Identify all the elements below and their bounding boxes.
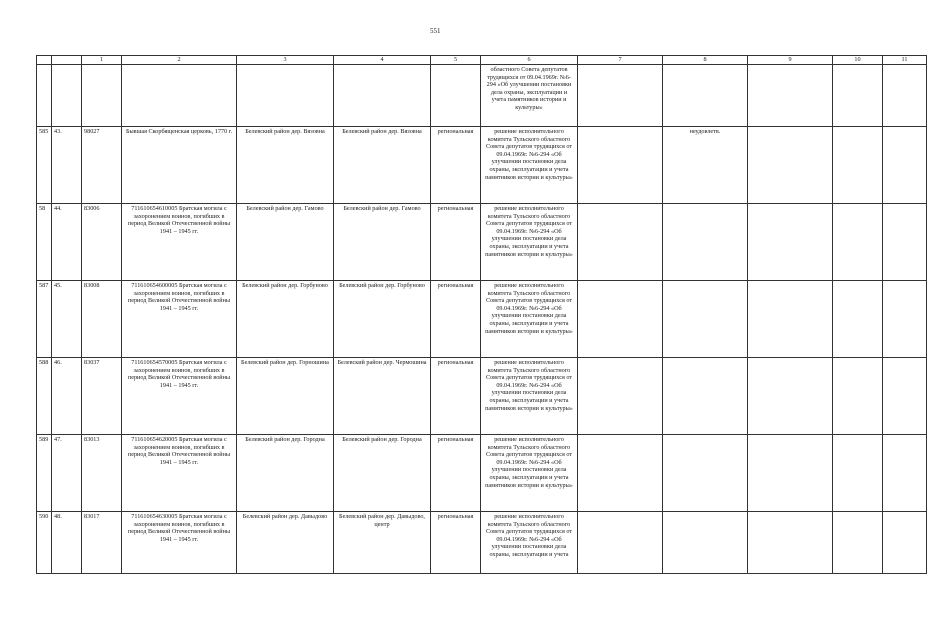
row-number-cell: [37, 65, 52, 127]
col-10-cell: [833, 281, 883, 358]
location-address-cell: [237, 65, 334, 127]
location-address-cell: Белевский район дер. Горношина: [237, 358, 334, 435]
location-actual-cell: Белевский район дер. Городна: [334, 435, 431, 512]
col-9-cell: [748, 65, 833, 127]
page-number: 551: [430, 27, 441, 35]
column-header: 9: [748, 56, 833, 65]
decree-cell: решение исполнительного комитета Тульского областного Совета депутатов трудящихся от 09.04.1969г. №6-294 «Об улучшении постановки дела охраны, эксплуатации и учета памятников истории и культуры»: [481, 435, 578, 512]
item-number-cell: 44.: [52, 204, 82, 281]
col-11-cell: [883, 512, 927, 574]
category-cell: региональная: [431, 512, 481, 574]
col-7-cell: [578, 127, 663, 204]
location-address-cell: Белевский район дер. Горбуново: [237, 281, 334, 358]
table-row: [37, 281, 927, 358]
col-10-cell: [833, 127, 883, 204]
object-name-cell: [122, 65, 237, 127]
decree-cell: решение исполнительного комитета Тульского областного Совета депутатов трудящихся от 09.04.1969г. №6-294 «Об улучшении постановки дела охраны, эксплуатации и учета памятников истории и культуры»: [481, 358, 578, 435]
col-10-cell: [833, 204, 883, 281]
col-11-cell: [883, 435, 927, 512]
column-header: 2: [122, 56, 237, 65]
col-9-cell: [748, 435, 833, 512]
row-number-cell: 588: [37, 358, 52, 435]
table-row: [37, 512, 927, 574]
location-actual-cell: Белевский район дер. Горбуново: [334, 281, 431, 358]
object-name-cell: 711610654600005 Братская могила с захоронением воинов, погибших в период Великой Отечественной войны 1941 – 1945 гг.: [122, 281, 237, 358]
col-11-cell: [883, 65, 927, 127]
col-7-cell: [578, 435, 663, 512]
row-number-cell: 590: [37, 512, 52, 574]
column-header: 4: [334, 56, 431, 65]
table-row: [37, 204, 927, 281]
condition-cell: неудовлетв.: [663, 127, 748, 204]
column-header: 5: [431, 56, 481, 65]
col-7-cell: [578, 204, 663, 281]
col-11-cell: [883, 358, 927, 435]
decree-cell: областного Совета депутатов трудящихся от 09.04.1969г. №6-294 «Об улучшении постановки дела охраны, эксплуатации и учета памятников истории и культуры»: [481, 65, 578, 127]
column-header: 8: [663, 56, 748, 65]
col-7-cell: [578, 358, 663, 435]
decree-cell: решение исполнительного комитета Тульского областного Совета депутатов трудящихся от 09.04.1969г. №6-294 «Об улучшении постановки дела охраны, эксплуатации и учета памятников истории и культуры»: [481, 127, 578, 204]
category-cell: региональная: [431, 127, 481, 204]
item-number-cell: 45.: [52, 281, 82, 358]
location-actual-cell: Белевский район дер. Давыдово, центр: [334, 512, 431, 574]
location-actual-cell: [334, 65, 431, 127]
column-header: 10: [833, 56, 883, 65]
col-9-cell: [748, 281, 833, 358]
location-actual-cell: Белевский район дер. Чермошина: [334, 358, 431, 435]
location-address-cell: Белевский район дер. Гамово: [237, 204, 334, 281]
object-code-cell: 83017: [82, 512, 122, 574]
col-10-cell: [833, 358, 883, 435]
item-number-cell: 48.: [52, 512, 82, 574]
location-actual-cell: Белевский район дер. Гамово: [334, 204, 431, 281]
object-name-cell: 711610654630005 Братская могила с захоронением воинов, погибших в период Великой Отечественной войны 1941 – 1945 гг.: [122, 512, 237, 574]
col-10-cell: [833, 65, 883, 127]
row-number-cell: 589: [37, 435, 52, 512]
col-10-cell: [833, 435, 883, 512]
condition-cell: [663, 65, 748, 127]
table-row: [37, 358, 927, 435]
item-number-cell: 43.: [52, 127, 82, 204]
col-11-cell: [883, 281, 927, 358]
col-7-cell: [578, 512, 663, 574]
condition-cell: [663, 204, 748, 281]
col-9-cell: [748, 512, 833, 574]
item-number-cell: 47.: [52, 435, 82, 512]
column-header: 6: [481, 56, 578, 65]
col-11-cell: [883, 127, 927, 204]
condition-cell: [663, 358, 748, 435]
column-header: 7: [578, 56, 663, 65]
object-code-cell: 98027: [82, 127, 122, 204]
col-9-cell: [748, 204, 833, 281]
item-number-cell: [52, 65, 82, 127]
row-number-cell: 587: [37, 281, 52, 358]
object-code-cell: [82, 65, 122, 127]
object-code-cell: 83013: [82, 435, 122, 512]
column-header: 3: [237, 56, 334, 65]
table-row: [37, 127, 927, 204]
decree-cell: решение исполнительного комитета Тульского областного Совета депутатов трудящихся от 09.04.1969г. №6-294 «Об улучшении постановки дела охраны, эксплуатации и учета памятников истории и культуры»: [481, 281, 578, 358]
object-name-cell: 711610654570005 Братская могила с захоронением воинов, погибших в период Великой Отечественной войны 1941 – 1945 гг.: [122, 358, 237, 435]
object-name-cell: Бывшая Скорбященская церковь, 1770 г.: [122, 127, 237, 204]
col-9-cell: [748, 127, 833, 204]
col-11-cell: [883, 204, 927, 281]
category-cell: региональная: [431, 358, 481, 435]
col-7-cell: [578, 65, 663, 127]
location-actual-cell: Белевский район дер. Вязовна: [334, 127, 431, 204]
monuments-table: [36, 55, 927, 574]
col-10-cell: [833, 512, 883, 574]
row-number-cell: 585: [37, 127, 52, 204]
object-code-cell: 83037: [82, 358, 122, 435]
column-header: [37, 56, 52, 65]
object-name-cell: 711610654620005 Братская могила с захоронением воинов, погибших в период Великой Отечественной войны 1941 – 1945 гг.: [122, 435, 237, 512]
condition-cell: [663, 281, 748, 358]
category-cell: региональная: [431, 435, 481, 512]
col-7-cell: [578, 281, 663, 358]
column-header: 1: [82, 56, 122, 65]
location-address-cell: Белевский район дер. Вязовна: [237, 127, 334, 204]
decree-cell: решение исполнительного комитета Тульского областного Совета депутатов трудящихся от 09.04.1969г. №6-294 «Об улучшении постановки дела охраны, эксплуатации и учета: [481, 512, 578, 574]
condition-cell: [663, 512, 748, 574]
category-cell: региональная: [431, 204, 481, 281]
table-row: [37, 65, 927, 127]
col-9-cell: [748, 358, 833, 435]
decree-cell: решение исполнительного комитета Тульского областного Совета депутатов трудящихся от 09.04.1969г. №6-294 «Об улучшении постановки дела охраны, эксплуатации и учета памятников истории и культуры»: [481, 204, 578, 281]
table-row: [37, 435, 927, 512]
header-row: [37, 56, 927, 65]
column-header: 11: [883, 56, 927, 65]
location-address-cell: Белевский район дер. Давыдово: [237, 512, 334, 574]
item-number-cell: 46.: [52, 358, 82, 435]
column-header: [52, 56, 82, 65]
location-address-cell: Белевский район дер. Городна: [237, 435, 334, 512]
row-number-cell: 58: [37, 204, 52, 281]
object-code-cell: 83006: [82, 204, 122, 281]
object-code-cell: 83008: [82, 281, 122, 358]
category-cell: [431, 65, 481, 127]
category-cell: региональная: [431, 281, 481, 358]
object-name-cell: 711610654610005 Братская могила с захоронением воинов, погибших в период Великой Отечественной войны 1941 – 1945 гг.: [122, 204, 237, 281]
condition-cell: [663, 435, 748, 512]
